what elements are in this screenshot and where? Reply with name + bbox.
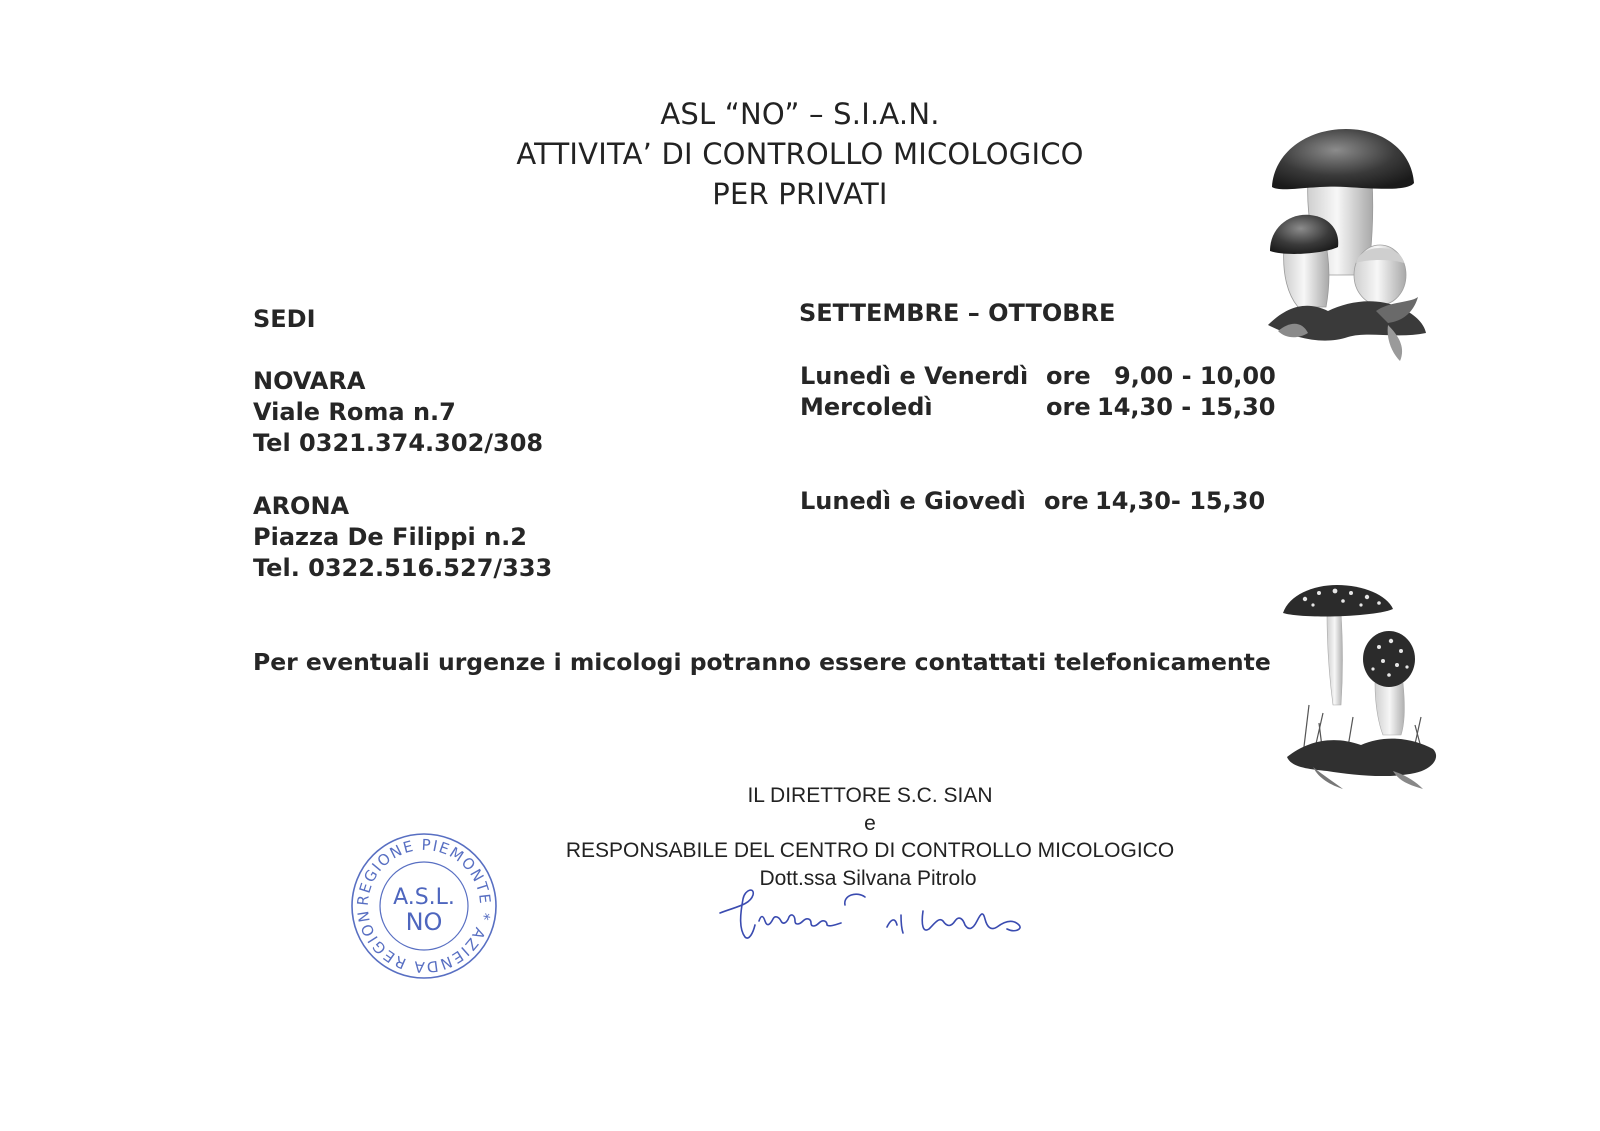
location-phone: Tel 0321.374.302/308 xyxy=(253,429,544,457)
schedule-ore: ore xyxy=(1044,487,1089,515)
location-address: Piazza De Filippi n.2 xyxy=(253,523,527,551)
footer-role: RESPONSABILE DEL CENTRO DI CONTROLLO MICOLOGICO xyxy=(565,839,1175,862)
location-city: ARONA xyxy=(253,492,350,520)
header-line-1: ASL “NO” – S.I.A.N. xyxy=(660,97,940,131)
schedule-hours: 14,30 - 15,30 xyxy=(1097,393,1276,421)
location-phone: Tel. 0322.516.527/333 xyxy=(253,554,553,582)
footer-conjunction: e xyxy=(864,812,876,835)
header-line-3: PER PRIVATI xyxy=(712,177,888,211)
fly-agaric-mushrooms-illustration xyxy=(1283,585,1443,790)
urgency-note: Per eventuali urgenze i micologi potranno essere contattati telefonicamente xyxy=(253,648,1271,676)
sedi-heading: SEDI xyxy=(253,305,316,333)
schedule-days: Lunedì e Giovedì xyxy=(800,487,1026,515)
signature xyxy=(715,885,1045,945)
footer-title: IL DIRETTORE S.C. SIAN xyxy=(747,784,993,807)
porcini-mushrooms-illustration xyxy=(1268,125,1428,365)
location-city: NOVARA xyxy=(253,367,366,395)
schedule-heading: SETTEMBRE – OTTOBRE xyxy=(799,299,1116,327)
footer-name: Dott.ssa Silvana Pitrolo xyxy=(759,867,977,890)
schedule-days: Lunedì e Venerdì xyxy=(800,362,1029,390)
schedule-days: Mercoledì xyxy=(800,393,933,421)
location-address: Viale Roma n.7 xyxy=(253,398,456,426)
header-line-2: ATTIVITA’ DI CONTROLLO MICOLOGICO xyxy=(516,137,1084,171)
schedule-hours: 9,00 - 10,00 xyxy=(1114,362,1276,390)
stamp-ring-text: REGIONE PIEMONTE * AZIENDA REGIONALE * xyxy=(342,816,495,977)
stamp-center-top: A.S.L. xyxy=(393,885,455,910)
schedule-hours: 14,30- 15,30 xyxy=(1095,487,1266,515)
schedule-ore: ore xyxy=(1046,393,1091,421)
official-stamp xyxy=(342,816,500,982)
stamp-center-bottom: NO xyxy=(405,908,443,936)
schedule-ore: ore xyxy=(1046,362,1091,390)
